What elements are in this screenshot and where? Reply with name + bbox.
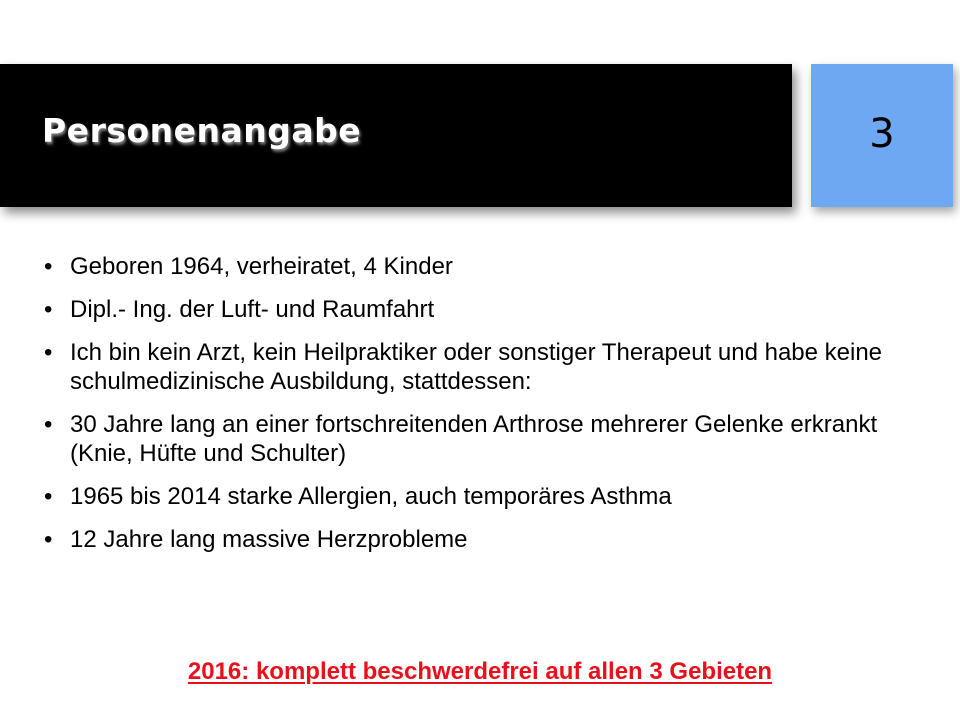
bullet-text: Geboren 1964, verheiratet, 4 Kinder bbox=[70, 253, 453, 280]
list-item bbox=[44, 525, 914, 554]
bullet-text: 30 Jahre lang an einer fortschreitenden Arthrose mehrerer Gelenke erkrankt (Knie, Hüfte und Schulter) bbox=[70, 411, 878, 467]
bullet-text: 12 Jahre lang massive Herzprobleme bbox=[70, 526, 468, 553]
bullet-dot-icon: • bbox=[44, 339, 53, 366]
list-item bbox=[44, 338, 914, 396]
footer-note: 2016: komplett beschwerdefrei auf allen 3 Gebieten bbox=[187, 658, 773, 685]
bullet-text: Dipl.- Ing. der Luft- und Raumfahrt bbox=[70, 296, 435, 323]
list-item bbox=[44, 482, 914, 511]
bullet-list bbox=[44, 252, 914, 568]
title-bar bbox=[0, 64, 792, 207]
slide-title: Personenangabe bbox=[42, 111, 362, 150]
bullet-dot-icon: • bbox=[44, 483, 53, 510]
page-number-box bbox=[811, 64, 953, 207]
bullet-text: Ich bin kein Arzt, kein Heilpraktiker oder sonstiger Therapeut und habe keine schulmedizinische Ausbildung, stattdessen: bbox=[70, 339, 883, 395]
bullet-dot-icon: • bbox=[44, 296, 53, 323]
bullet-dot-icon: • bbox=[44, 253, 53, 280]
bullet-text: 1965 bis 2014 starke Allergien, auch temporäres Asthma bbox=[70, 483, 672, 510]
list-item bbox=[44, 252, 914, 281]
list-item bbox=[44, 410, 914, 468]
list-item bbox=[44, 295, 914, 324]
bullet-dot-icon: • bbox=[44, 526, 53, 553]
bullet-dot-icon: • bbox=[44, 411, 53, 438]
page-number: 3 bbox=[869, 111, 895, 157]
